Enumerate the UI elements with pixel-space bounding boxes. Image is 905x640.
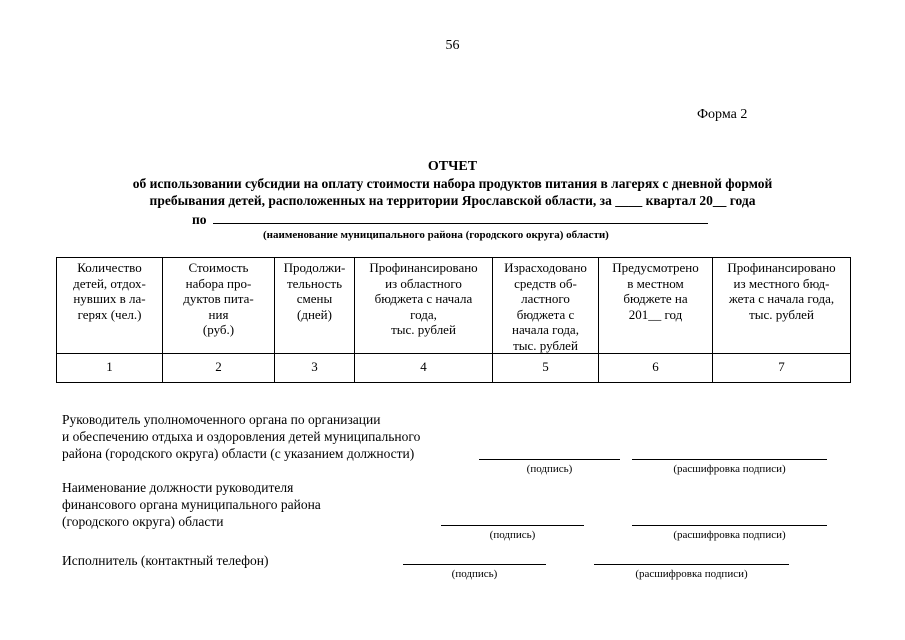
- finance-signature-line[interactable]: [441, 525, 584, 526]
- header-line: дуктов пита-: [183, 291, 254, 306]
- column-index: 4: [420, 359, 427, 374]
- report-title-main: ОТЧЕТ: [427, 159, 478, 174]
- header-line: Продолжи-: [283, 260, 346, 275]
- header-line: начала года,: [512, 322, 579, 337]
- header-line: ния: [208, 306, 229, 322]
- header-line: в местном: [627, 275, 684, 291]
- header-line: бюджета с начала: [374, 291, 473, 306]
- column-index: 1: [106, 359, 113, 374]
- header-line: года,: [410, 306, 437, 322]
- report-subtitle: (наименование муниципального района (городского округа) области): [263, 229, 609, 241]
- report-title-line-1: об использовании субсидии на оплату стоимости набора продуктов питания в лагерях с дневной формой: [132, 176, 773, 191]
- header-line: Количество: [77, 260, 142, 275]
- header-line: Профинансировано: [369, 260, 478, 275]
- signature-label-line: и обеспечению отдыха и оздоровления детей муниципального: [62, 429, 421, 444]
- page-number: 56: [445, 38, 460, 53]
- header-line: Профинансировано: [727, 260, 836, 275]
- signature-label-line: Руководитель уполномоченного органа по организации: [62, 412, 381, 427]
- header-line: бюджета с: [516, 306, 575, 322]
- header-line: бюджете на: [623, 291, 688, 306]
- header-line: ластного: [521, 291, 570, 306]
- header-line: тыс. рублей: [749, 306, 814, 322]
- head-decoding-line[interactable]: [632, 459, 827, 460]
- table-header-cell: [493, 258, 599, 374]
- report-title-line-2: пребывания детей, расположенных на территории Ярославской области, за ____ квартал 20__ года: [149, 193, 756, 208]
- header-line: из областного: [385, 275, 462, 291]
- column-index: 7: [778, 359, 785, 374]
- report-title: [40, 158, 865, 209]
- header-line: смены: [296, 291, 333, 306]
- signature-label-line: (городского округа) области: [62, 514, 224, 529]
- form-label: Форма 2: [697, 107, 748, 122]
- header-line: нувших в ла-: [73, 291, 146, 306]
- table-header-cell: [713, 258, 851, 374]
- executor-signature-line[interactable]: [403, 564, 546, 565]
- head-signature-caption: (подпись): [526, 463, 573, 475]
- head-signature-line[interactable]: [479, 459, 620, 460]
- report-title-po: [192, 211, 708, 228]
- header-line: из местного бюд-: [733, 275, 830, 291]
- header-line: Израсходовано: [504, 260, 587, 275]
- header-line: жета с начала года,: [728, 291, 835, 306]
- table-header-cell: [163, 258, 275, 374]
- table-row: [57, 258, 851, 354]
- executor-decoding-caption: (расшифровка подписи): [635, 568, 748, 580]
- table-header-cell: [57, 258, 163, 374]
- header-line: детей, отдох-: [73, 275, 146, 291]
- finance-decoding-line[interactable]: [632, 525, 827, 526]
- header-line: средств об-: [514, 275, 577, 291]
- executor-decoding-line[interactable]: [594, 564, 789, 565]
- header-line: набора про-: [185, 275, 252, 291]
- header-line: тельность: [286, 275, 343, 291]
- column-index: 3: [311, 359, 318, 374]
- header-line: герях (чел.): [77, 306, 142, 322]
- finance-decoding-caption: (расшифровка подписи): [673, 529, 786, 541]
- head-decoding-caption: (расшифровка подписи): [673, 463, 786, 475]
- executor-signature-caption: (подпись): [451, 568, 498, 580]
- report-title-po-word: по: [192, 212, 207, 227]
- finance-signature-caption: (подпись): [489, 529, 536, 541]
- column-index: 6: [652, 359, 659, 374]
- signature-label-line: Исполнитель (контактный телефон): [62, 553, 269, 568]
- table-header-cell: [355, 258, 493, 374]
- header-line: 201__ год: [628, 306, 683, 322]
- signature-label-line: финансового органа муниципального района: [62, 497, 321, 512]
- table-header-cell: [275, 258, 355, 374]
- column-index: 2: [215, 359, 222, 374]
- header-line: (дней): [297, 306, 332, 322]
- header-line: (руб.): [202, 322, 235, 337]
- finance-signature-label: [62, 479, 321, 530]
- executor-signature-label: [62, 552, 268, 569]
- header-line: Предусмотрено: [612, 260, 699, 275]
- header-line: тыс. рублей: [513, 337, 578, 353]
- signature-label-line: района (городского округа) области (с указанием должности): [62, 446, 415, 461]
- table-header-cell: [599, 258, 713, 374]
- column-index: 5: [542, 359, 549, 374]
- signature-label-line: Наименование должности руководителя: [62, 480, 294, 495]
- header-line: тыс. рублей: [391, 322, 456, 337]
- municipality-fill-line: [213, 211, 708, 224]
- header-line: Стоимость: [188, 260, 249, 275]
- head-signature-label: [62, 411, 420, 462]
- report-table: [56, 257, 851, 383]
